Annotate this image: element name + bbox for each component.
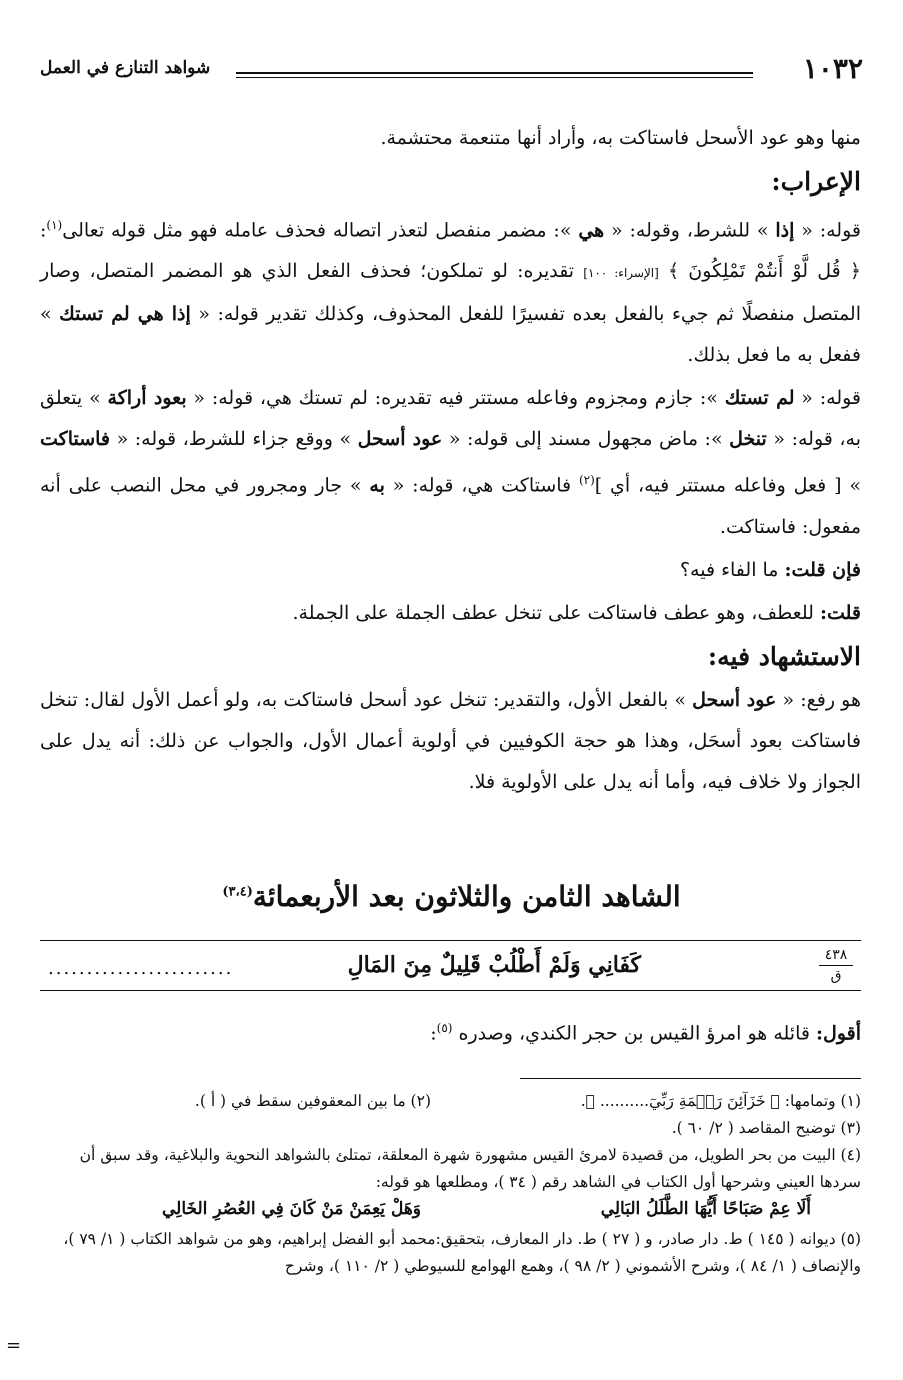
answer-line: قلت: للعطف، وهو عطف فاستاكت على تنخل عطف الجملة على الجملة. — [292, 601, 861, 624]
footnotes — [40, 1088, 861, 1280]
footnote-poem — [40, 1196, 861, 1226]
main-text — [40, 118, 861, 803]
section-heading-i3rab: الإعراب: — [771, 167, 861, 196]
footnote-rule — [520, 1078, 861, 1079]
footnote-4: (٤) البيت من بحر الطويل، من قصيدة لامرئ القيس مشهورة شهرة المعلقة، تمتلئ بالشواهد النحوية والبلاغية، وقد سبق أن سردها العيني وشرحها أول الكتاب في الشاهد رقم ( ٣٤ )، ومطلعها هو قوله: — [79, 1146, 861, 1191]
footnote-ref-1: (١) — [46, 218, 63, 232]
poem-hemistich-2: وَهَلْ يَعِمَنْ مَنْ كَانَ فِي العُصُرِ الخَالِي — [162, 1199, 421, 1219]
paragraph-i3rab-1: قوله: « إذا » للشرط، وقوله: « هي »: مضمر منفصل لتعذر اتصاله فحذف عامله فهو مثل قوله تعالى$^{(١)}$: ﴿ قُل لَّوْ أَنتُمْ تَمْلِكُونَ ﴾ [الإسراء: ١٠٠] تقديره: لو تملكون؛ فحذف الفعل الذي هو المضمر المتصل، وصار المتصل منفصلًا ثم جيء بالفعل بعده تفسيرًا للفعل المحذوف، وكذلك تقدير قوله: « إذا هي لم تستك » ففعل به ما فعل بذلك. — [40, 218, 862, 367]
question-line: فإن قلت: ما الفاء فيه؟ — [679, 558, 861, 581]
footnote-ref-3-4: (٣،٤) — [222, 884, 253, 900]
poem-hemistich-1: أَلَا عِمْ صَبَاحًا أَيُّهَا الطَّلَلُ البَالِي — [600, 1199, 811, 1219]
quran-ref: [الإسراء: ١٠٠] — [583, 266, 659, 281]
intro-line: منها وهو عود الأسحل فاستاكت به، وأراد أنها متنعمة محتشمة. — [380, 127, 861, 149]
footnote-5: (٥) ديوانه ( ١٤٥ ) ط. دار صادر، و ( ٢٧ ) ط. دار المعارف، بتحقيق:محمد أبو الفضل إبراهيم، وهو من شواهد الكتاب ( ١/ ٧٩ )، والإنصاف ( ١/ ٨٤ )، وشرح الأشموني ( ٢/ ٩٨ )، وهمع الهوامع للسيوطي ( ٢/ ١١٠ )، وشرح — [63, 1230, 861, 1275]
footnote-3: (٣) توضيح المقاصد ( ٢/ ٦٠ ). — [671, 1119, 861, 1137]
footnote-2: (٢) ما بين المعقوفين سقط في ( أ ). — [194, 1092, 431, 1110]
footnote-ref-5: (٥) — [436, 1021, 453, 1035]
verse-dots: ........................ — [48, 958, 234, 979]
verse-top-rule — [40, 940, 861, 941]
verse-bottom-rule — [40, 990, 861, 991]
shahid-title: الشاهد الثامن والثلاثون بعد الأربعمائة$^{(٣،٤)}$ — [222, 880, 681, 913]
section-heading-istishhad: الاستشهاد فيه: — [707, 641, 861, 671]
verse-number: ٤٣٨ ق — [819, 946, 853, 985]
footnote-1: (١) وتمامها: ﴿ خَزَآئِنَ رَحۡمَةِ رَبِّيٓ.......... ﴾. — [580, 1092, 861, 1110]
aqul-line: أقول: قائله هو امرؤ القيس بن حجر الكندي، وصدره $^{(٥)}$: — [430, 1021, 861, 1045]
header-rule — [236, 72, 753, 78]
continuation-mark: = — [6, 1335, 22, 1356]
verse-text: كَفَانِي وَلَمْ أَطْلُبْ قَلِيلٌ مِنَ المَالِ — [347, 952, 641, 978]
page-header — [40, 52, 863, 88]
footnote-row-1-2 — [40, 1088, 861, 1115]
footnote-ref-2: (٢) — [578, 473, 595, 488]
paragraph-i3rab-2: قوله: « لم تستك »: جازم ومجزوم وفاعله مستتر فيه تقديره: لم تستك هي، قوله: « بعود أراكة » يتعلق به، قوله: « تنخل »: ماض مجهول مسند إلى قوله: « عود أسحل » ووقع جزاء للشرط، قوله: « فاستاكت » [ فعل وفاعله مستتر فيه، أي ]$^{(٢)}$ فاستاكت هي، قوله: « به » جار ومجرور في محل النصب على أنه مفعول: فاستاكت. — [40, 387, 862, 538]
verse-box — [40, 944, 861, 988]
page-number: ١٠٣٢ — [802, 52, 863, 85]
paragraph-istishhad: هو رفع: « عود أسحل » بالفعل الأول، والتقدير: تنخل عود أسحل فاستاكت به، ولو أعمل الأول لقال: تنخل فاستاكت بعود أسحَل، وهذا هو حجة الكوفيين في أولوية أعمال الأول، والجواب عن ذلك: أنه يدل على الجواز ولا خلاف فيه، وأما أنه يدل على الأولوية فلا. — [40, 688, 861, 793]
running-title: شواهد التنازع في العمل — [40, 58, 211, 78]
